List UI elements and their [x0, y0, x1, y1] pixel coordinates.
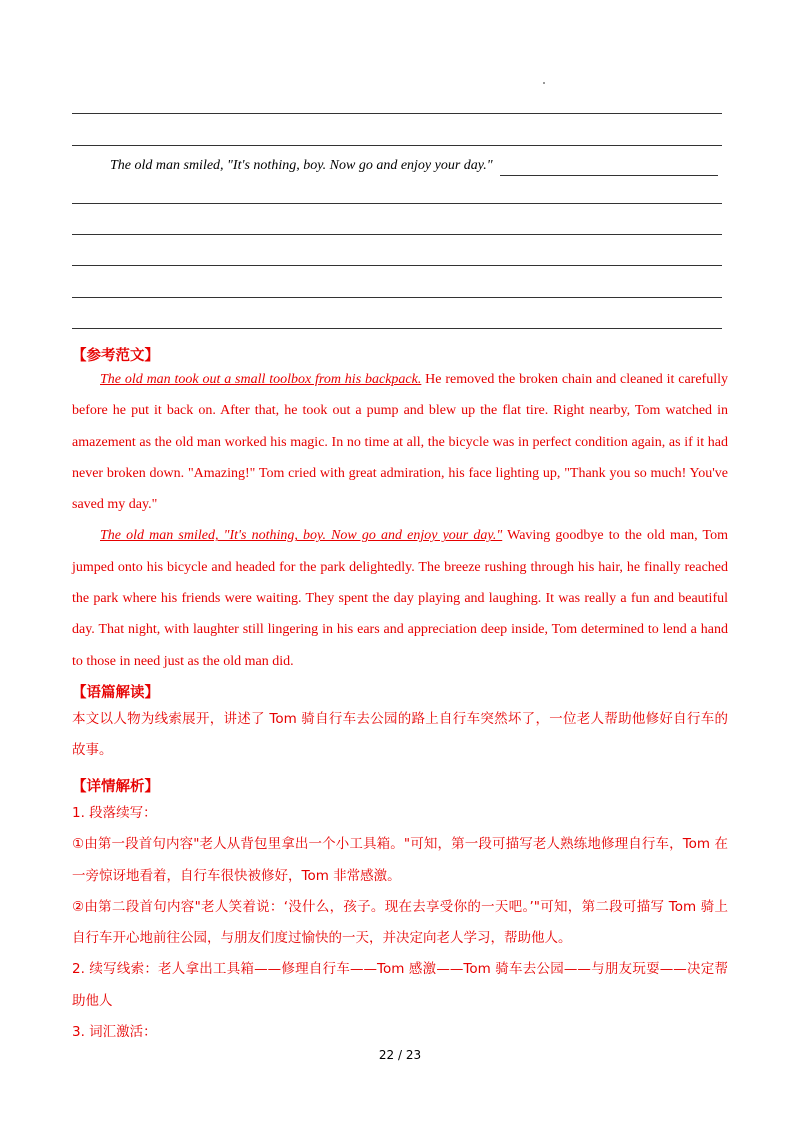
detail-section — [72, 798, 728, 1048]
speck — [543, 82, 545, 84]
prompt-blank-line — [500, 175, 718, 176]
writing-line — [72, 113, 722, 114]
analysis-section — [72, 704, 728, 767]
detail-item-1b: ②由第二段首句内容"老人笑着说：‘没什么，孩子。现在去享受你的一天吧。’"可知，第二段可描写 Tom 骑上自行车开心地前往公园，与朋友们度过愉快的一天，并决定向老人学习，帮助他人。 — [72, 898, 728, 947]
writing-line — [72, 203, 722, 204]
prompt-sentence: The old man smiled, "It's nothing, boy. Now go and enjoy your day." — [110, 158, 493, 173]
detail-item-1-title: 1. 段落续写： — [72, 805, 157, 821]
heading-analysis: 【语篇解读】 — [72, 685, 159, 701]
writing-line — [72, 234, 722, 235]
heading-detail: 【详情解析】 — [72, 779, 159, 795]
heading-sample: 【参考范文】 — [72, 348, 159, 364]
sample-essay — [72, 364, 728, 677]
detail-item-1a: ①由第一段首句内容"老人从背包里拿出一个小工具箱。"可知，第一段可描写老人熟练地修理自行车，Tom 在一旁惊讶地看着，自行车很快被修好，Tom 非常感激。 — [72, 836, 728, 884]
essay-p2-body: Waving goodbye to the old man, Tom jumped onto his bicycle and headed for the park delightedly. The breeze rushing through his hair, he finally reached the park where his friends were waiting. They spent the day playing and laughing. It was really a fun and beautiful day. That night, with laughter still lingering in his ears and appreciation deep inside, Tom determined to lend a hand to those in need just as the old man did. — [72, 528, 729, 669]
detail-item-3: 3. 词汇激活： — [72, 1024, 157, 1041]
analysis-text: 本文以人物为线索展开，讲述了 Tom 骑自行车去公园的路上自行车突然坏了，一位老人帮助他修好自行车的故事。 — [72, 711, 728, 759]
writing-line — [72, 145, 722, 146]
writing-line — [72, 297, 722, 298]
essay-p1-body: He removed the broken chain and cleaned it carefully before he put it back on. After that, he took out a pump and blew up the flat tire. Right nearby, Tom watched in amazement as the old man worked his magic. In no time at all, the bicycle was in perfect condition again, as if it had never broken down. "Amazing!" Tom cried with great admiration, his face lighting up, "Thank you so much! You've saved my day." — [72, 372, 728, 513]
essay-p2-lead: The old man smiled, "It's nothing, boy. Now go and enjoy your day." — [100, 528, 503, 544]
essay-paragraph-1 — [72, 364, 728, 520]
essay-p1-lead: The old man took out a small toolbox from his backpack. — [100, 372, 422, 387]
essay-paragraph-2 — [72, 520, 728, 676]
writing-line — [72, 328, 722, 329]
detail-item-2: 2. 续写线索：老人拿出工具箱——修理自行车——Tom 感激——Tom 骑车去公园——与朋友玩耍——决定帮助他人 — [72, 961, 728, 1009]
writing-line — [72, 265, 722, 266]
page-number: 22 / 23 — [378, 1048, 422, 1062]
